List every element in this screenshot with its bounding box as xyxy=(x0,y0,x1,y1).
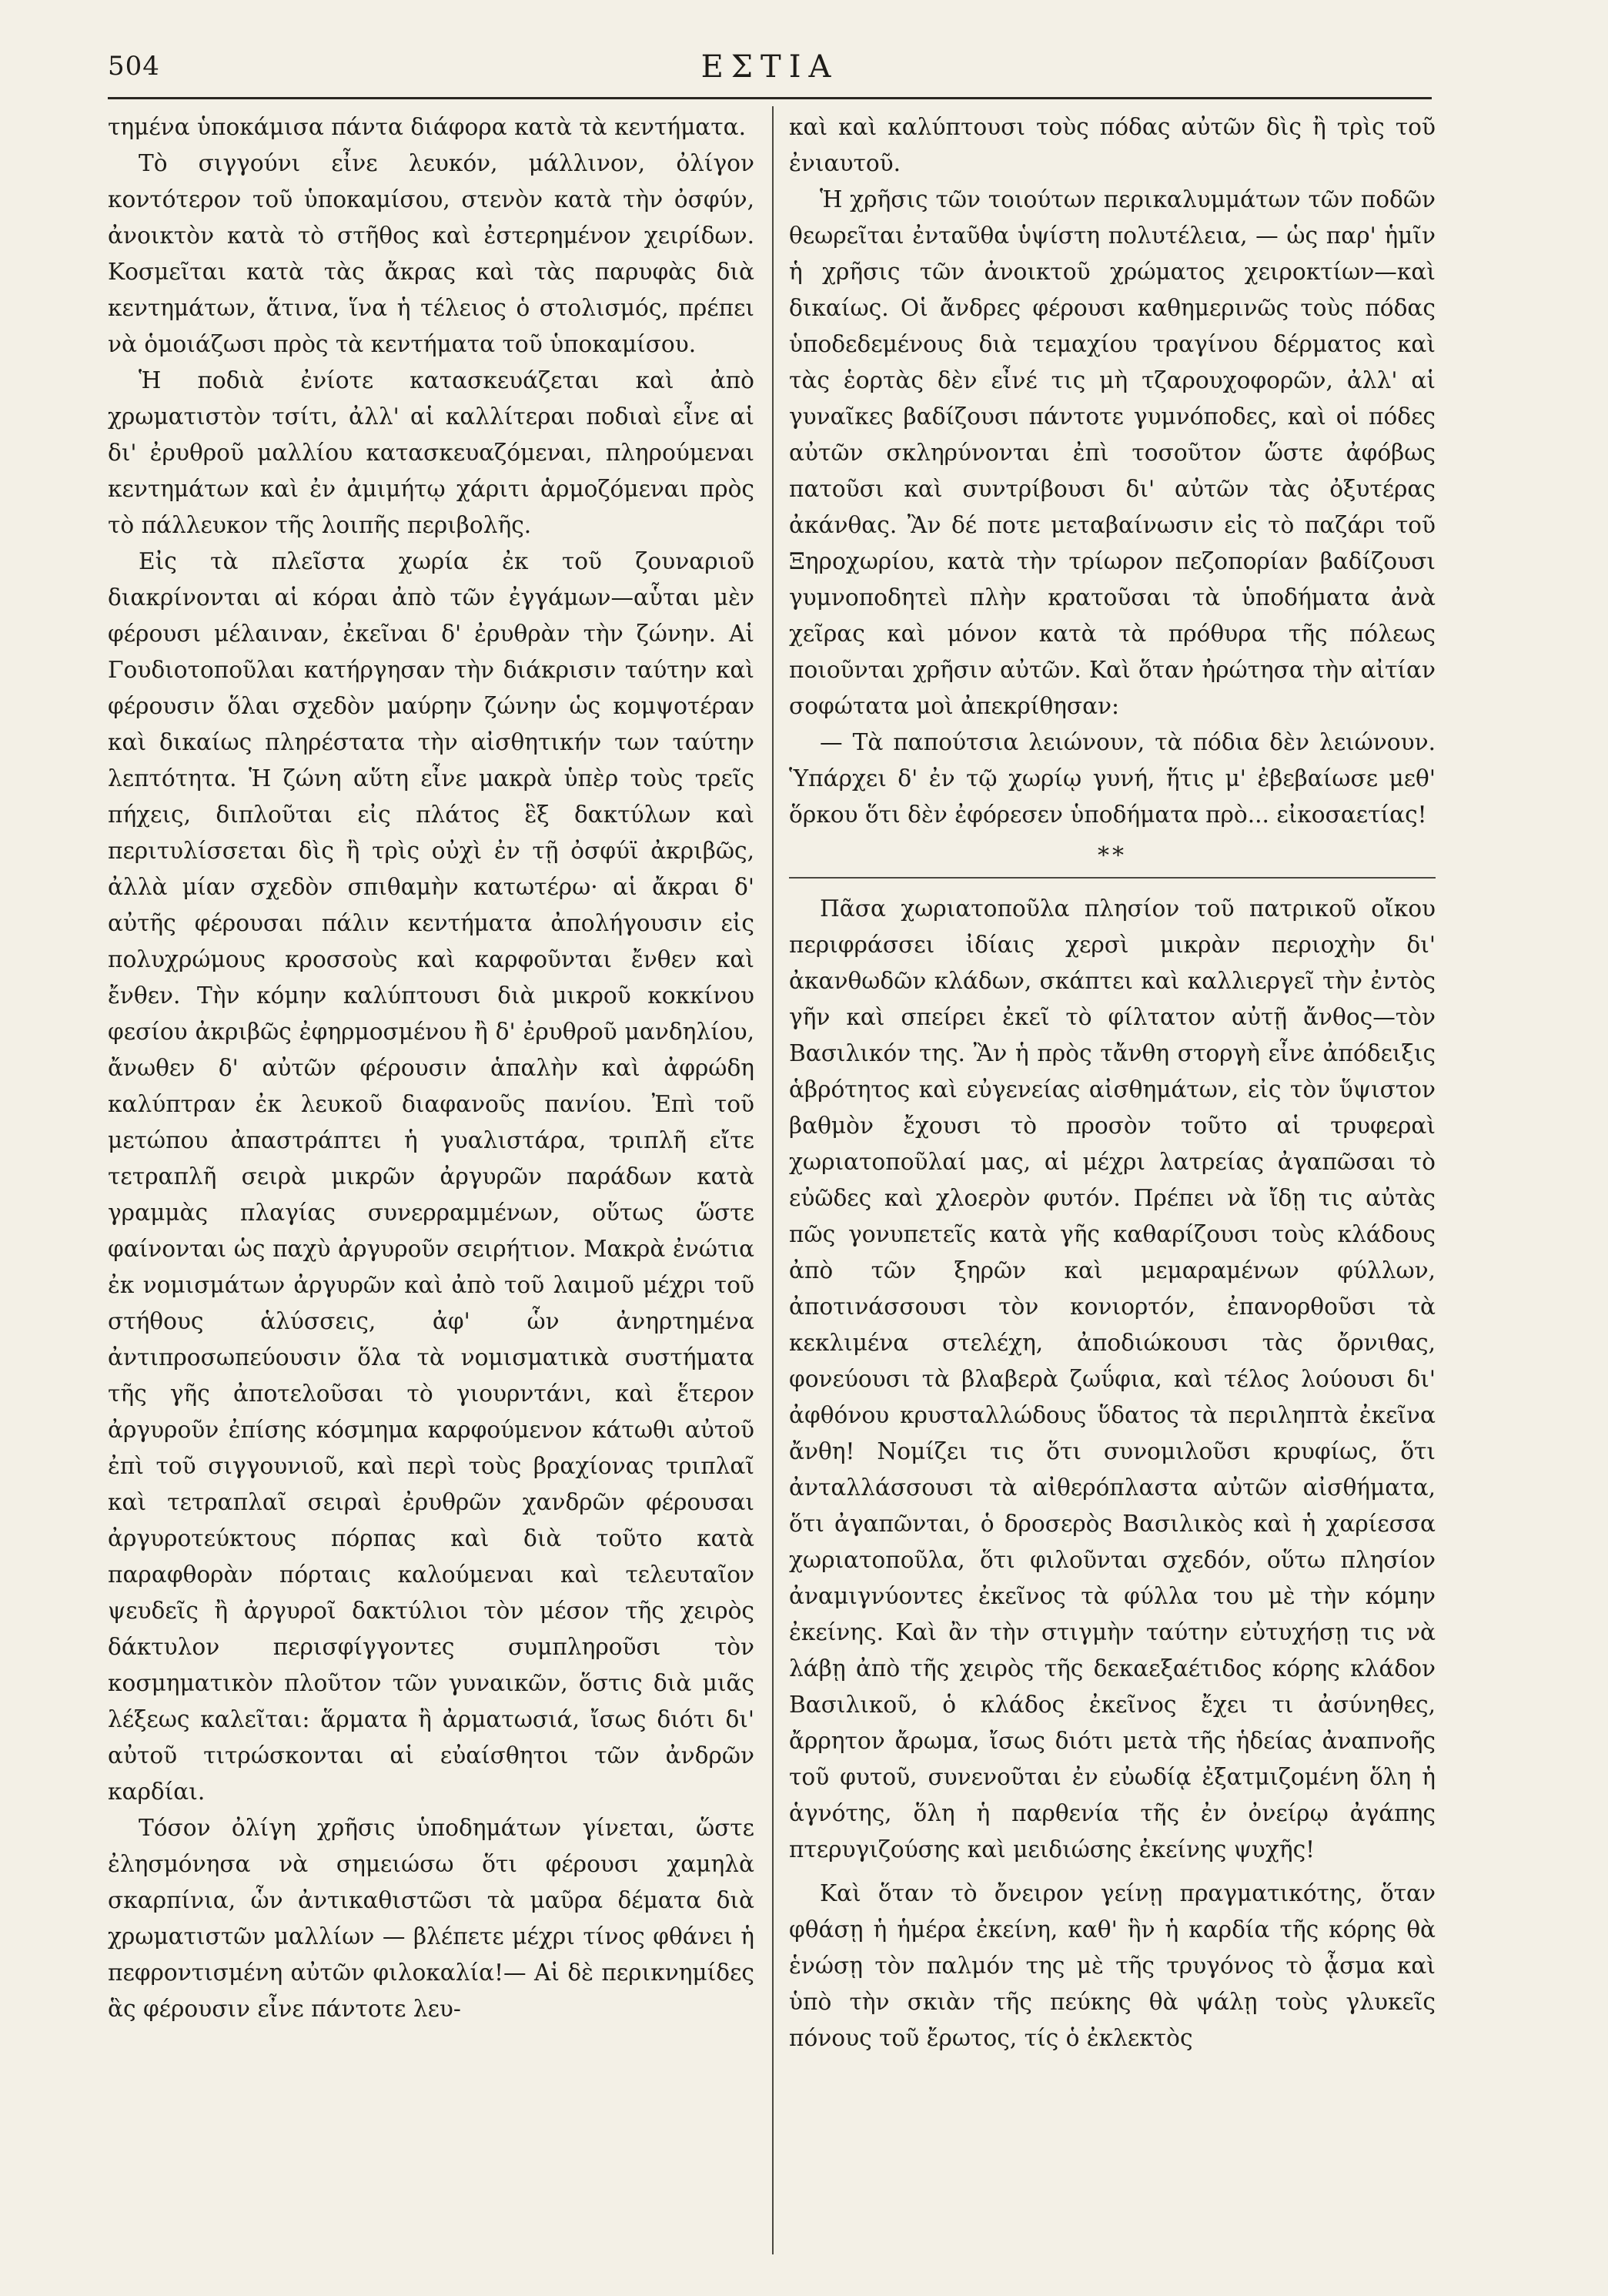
paragraph: Πᾶσα χωριατοποῦλα πλησίον τοῦ πατρικοῦ οἴκου περιφράσσει ἰδίαις χερσὶ μικρὰν περιοχὴν δι' ἀκανθωδῶν κλάδων, σκάπτει καὶ καλλιεργεῖ τὴν ἐντὸς γῆν καὶ σπείρει ἐκεῖ τὸ φίλτατον αὐτῇ ἄνθος—τὸν Βασιλικόν της. Ἂν ἡ πρὸς τἄνθη στοργὴ εἶνε ἀπόδειξις ἁβρότητος καὶ εὐγενείας αἰσθημάτων, εἰς τὸν ὕψιστον βαθμὸν ἔχουσι τὸ προσὸν τοῦτο αἱ τρυφεραὶ χωριατοποῦλαί μας, αἱ μέχρι λατρείας ἀγαπῶσαι τὸ εὐῶδες καὶ χλοερὸν φυτόν. Πρέπει νὰ ἴδῃ τις αὐτὰς πῶς γονυπετεῖς κατὰ γῆς καθαρίζουσι τοὺς κλάδους ἀπὸ τῶν ξηρῶν καὶ μεμαραμένων φύλλων, ἀποτινάσσουσι τὸν κονιορτόν, ἐπανορθοῦσι τὰ κεκλιμένα στελέχη, ἀποδιώκουσι τὰς ὄρνιθας, φονεύουσι τὰ βλαβερὰ ζωΰφια, καὶ τέλος λούουσι δι' ἀφθόνου κρυσταλλώδους ὕδατος τὰ περιληπτὰ ἐκεῖνα ἄνθη! Νομίζει τις ὅτι συνομιλοῦσι κρυφίως, ὅτι ἀνταλλάσσουσι τὰ αἰθερόπλαστα αὐτῶν αἰσθήματα, ὅτι ἀγαπῶνται, ὁ δροσερὸς Βασιλικὸς καὶ ἡ χαρίεσσα χωριατοποῦλα, ὅτι φιλοῦνται σχεδόν, οὕτω πλησίον ἀναμιγνύοντες ἐκεῖνος τὰ φύλλα του μὲ τὴν κόμην ἐκείνης. Καὶ ἂν τὴν στιγμὴν ταύτην εὐτυχήσῃ τις νὰ λάβῃ ἀπὸ τῆς χειρὸς τῆς δεκαεξαέτιδος κόρης κλάδον Βασιλικοῦ, ὁ κλάδος ἐκεῖνος ἔχει τι ἀσύνηθες, ἄρρητον ἄρωμα, ἴσως διότι μετὰ τῆς ἡδείας ἀναπνοῆς τοῦ φυτοῦ, συνενοῦται ἐν εὐωδίᾳ ἐξατμιζομένη ὅλη ἡ ἁγνότης, ὅλη ἡ παρθενία τῆς ἐν ὀνείρῳ ἀγάπης πτερυγιζούσης καὶ μειδιώσης ἐκείνης ψυχῆς! xyxy=(789,895,1436,1863)
section-rule xyxy=(789,877,1436,879)
left-column xyxy=(108,109,754,2027)
paragraph: Ἡ χρῆσις τῶν τοιούτων περικαλυμμάτων τῶν ποδῶν θεωρεῖται ἐνταῦθα ὑψίστη πολυτέλεια, — ὡς παρ' ἡμῖν ἡ χρῆσις τῶν ἀνοικτοῦ χρώματος χειροκτίων—καὶ δικαίως. Οἱ ἄνδρες φέρουσι καθημερινῶς τοὺς πόδας ὑποδεδεμένους διὰ τεμαχίου τραγίνου δέρματος καὶ τὰς ἑορτὰς δὲν εἶνέ τις μὴ τζαρουχοφορῶν, ἀλλ' αἱ γυναῖκες βαδίζουσι πάντοτε γυμνόποδες, καὶ οἱ πόδες αὐτῶν σκληρύνονται ἐπὶ τοσοῦτον ὥστε ἀφόβως πατοῦσι καὶ συντρίβουσι δι' αὐτῶν τὰς ὀξυτέρας ἀκάνθας. Ἂν δέ ποτε μεταβαίνωσιν εἰς τὸ παζάρι τοῦ Ξηροχωρίου, κατὰ τὴν τρίωρον πεζοπορίαν βαδίζουσι γυμνοποδητεὶ πλὴν κρατοῦσαι τὰ ὑποδήματα ἀνὰ χεῖρας καὶ μόνον κατὰ τὰ πρόθυρα τῆς πόλεως ποιοῦνται χρῆσιν αὐτῶν. Καὶ ὅταν ἠρώτησα τὴν αἰτίαν σοφώτατα μοὶ ἀπεκρίθησαν: xyxy=(789,186,1436,719)
header-rule xyxy=(108,97,1432,99)
journal-title: ΕΣΤΙΑ xyxy=(700,49,839,85)
column-divider xyxy=(772,106,774,2254)
paragraph: Ἡ ποδιὰ ἐνίοτε κατασκευάζεται καὶ ἀπὸ χρωματιστὸν τσίτι, ἀλλ' αἱ καλλίτεραι ποδιαὶ εἶνε αἱ δι' ἐρυθροῦ μαλλίου κατασκευαζόμεναι, πληρούμεναι κεντημάτων καὶ ἐν ἀμιμήτῳ χάριτι ἁρμοζόμεναι πρὸς τὸ πάλλευκον τῆς λοιπῆς περιβολῆς. xyxy=(108,367,754,538)
paragraph: Τὸ σιγγούνι εἶνε λευκόν, μάλλινον, ὀλίγον κοντότερον τοῦ ὑποκαμίσου, στενὸν κατὰ τὴν ὀσφύν, ἀνοικτὸν κατὰ τὸ στῆθος καὶ ἐστερημένον χειρίδων. Κοσμεῖται κατὰ τὰς ἄκρας καὶ τὰς παρυφὰς διὰ κεντημάτων, ἅτινα, ἵνα ἡ τέλειος ὁ στολισμός, πρέπει νὰ ὁμοιάζωσι πρὸς τὰ κεντήματα τοῦ ὑποκαμίσου. xyxy=(108,150,754,357)
page-number: 504 xyxy=(108,51,160,82)
paragraph-gap xyxy=(789,1868,1436,1876)
paragraph: — Τὰ παπούτσια λειώνουν, τὰ πόδια δὲν λειώνουν. Ὑπάρχει δ' ἐν τῷ χωρίῳ γυνή, ἥτις μ' ἐβεβαίωσε μεθ' ὅρκου ὅτι δὲν ἐφόρεσεν ὑποδήματα πρὸ... εἰκοσαετίας! xyxy=(789,729,1436,828)
paragraph: τημένα ὑποκάμισα πάντα διάφορα κατὰ τὰ κεντήματα. xyxy=(108,114,747,140)
page-header xyxy=(108,46,1432,92)
right-column xyxy=(789,109,1436,2057)
section-separator: ** xyxy=(1098,842,1127,869)
paragraph: Τόσον ὀλίγη χρῆσις ὑποδημάτων γίνεται, ὥστε ἐλησμόνησα νὰ σημειώσω ὅτι φέρουσι χαμηλὰ σκαρπίνια, ὧν ἀντικαθιστῶσι τὰ μαῦρα δέματα διὰ χρωματιστῶν μαλλίων — βλέπετε μέχρι τίνος φθάνει ἡ πεφροντισμένη αὐτῶν φιλοκαλία!— Αἱ δὲ περικνημίδες ἃς φέρουσιν εἶνε πάντοτε λευ- xyxy=(108,1815,754,2022)
paragraph: Εἰς τὰ πλεῖστα χωρία ἐκ τοῦ ζουναριοῦ διακρίνονται αἱ κόραι ἀπὸ τῶν ἐγγάμων—αὗται μὲν φέρουσι μέλαιναν, ἐκεῖναι δ' ἐρυθρὰν τὴν ζώνην. Αἱ Γουδιοτοποῦλαι κατήργησαν τὴν διάκρισιν ταύτην καὶ φέρουσιν ὅλαι σχεδὸν μαύρην ζώνην ὡς κομψοτέραν καὶ δικαίως πληρέστατα τὴν αἰσθητικήν των ταύτην λεπτότητα. Ἡ ζώνη αὕτη εἶνε μακρὰ ὑπὲρ τοὺς τρεῖς πήχεις, διπλοῦται εἰς πλάτος ἓξ δακτύλων καὶ περιτυλίσσεται δὶς ἢ τρὶς οὐχὶ ἐν τῇ ὀσφύϊ ἀκριβῶς, ἀλλὰ μίαν σχεδὸν σπιθαμὴν κατωτέρω· αἱ ἄκραι δ' αὐτῆς φέρουσαι πάλιν κεντήματα ἀπολήγουσιν εἰς πολυχρώμους κροσσοὺς καὶ καρφοῦνται ἔνθεν καὶ ἔνθεν. Τὴν κόμην καλύπτουσι διὰ μικροῦ κοκκίνου φεσίου ἀκριβῶς ἐφηρμοσμένου ἢ δ' ἐρυθροῦ μανδηλίου, ἄνωθεν δ' αὐτῶν φέρουσιν ἁπαλὴν καὶ ἀφρώδη καλύπτραν ἐκ λευκοῦ διαφανοῦς πανίου. Ἐπὶ τοῦ μετώπου ἀπαστράπτει ἡ γυαλιστάρα, τριπλῆ εἴτε τετραπλῆ σειρὰ μικρῶν ἀργυρῶν παράδων κατὰ γραμμὰς πλαγίας συνερραμμένων, οὕτως ὥστε φαίνονται ὡς παχὺ ἀργυροῦν σειρήτιον. Μακρὰ ἐνώτια ἐκ νομισμάτων ἀργυρῶν καὶ ἀπὸ τοῦ λαιμοῦ μέχρι τοῦ στήθους ἁλύσσεις, ἀφ' ὧν ἀνηρτημένα ἀντιπροσωπεύουσιν ὅλα τὰ νομισματικὰ συστήματα τῆς γῆς ἀποτελοῦσαι τὸ γιουρντάνι, καὶ ἕτερον ἀργυροῦν ἐπίσης κόσμημα καρφούμενον κάτωθι αὐτοῦ ἐπὶ τοῦ σιγγουνιοῦ, καὶ περὶ τοὺς βραχίονας τριπλαῖ καὶ τετραπλαῖ σειραὶ ἐρυθρῶν χανδρῶν φέρουσαι ἀργυροτεύκτους πόρπας καὶ διὰ τοῦτο κατὰ παραφθορὰν πόρταις καλούμεναι καὶ τελευταῖον ψευδεῖς ἢ ἀργυροῖ δακτύλιοι τὸν μέσον τῆς χειρὸς δάκτυλον περισφίγγοντες συμπληροῦσι τὸν κοσμηματικὸν πλοῦτον τῶν γυναικῶν, ὅστις διὰ μιᾶς λέξεως καλεῖται: ἅρματα ἢ ἀρματωσιά, ἴσως διότι δι' αὐτοῦ τιτρώσκονται αἱ εὐαίσθητοι τῶν ἀνδρῶν καρδίαι. xyxy=(108,548,754,1805)
paragraph: Καὶ ὅταν τὸ ὄνειρον γείνῃ πραγματικότης, ὅταν φθάσῃ ἡ ἡμέρα ἐκείνη, καθ' ἣν ἡ καρδία τῆς κόρης θὰ ἑνώσῃ τὸν παλμόν της μὲ τῆς τρυγόνος τὸ ᾆσμα καὶ ὑπὸ τὴν σκιὰν τῆς πεύκης θὰ ψάλῃ τοὺς γλυκεῖς πόνους τοῦ ἔρωτος, τίς ὁ ἐκλεκτὸς xyxy=(789,1880,1436,2051)
paragraph: καὶ καὶ καλύπτουσι τοὺς πόδας αὐτῶν δὶς ἢ τρὶς τοῦ ἐνιαυτοῦ. xyxy=(789,114,1436,176)
